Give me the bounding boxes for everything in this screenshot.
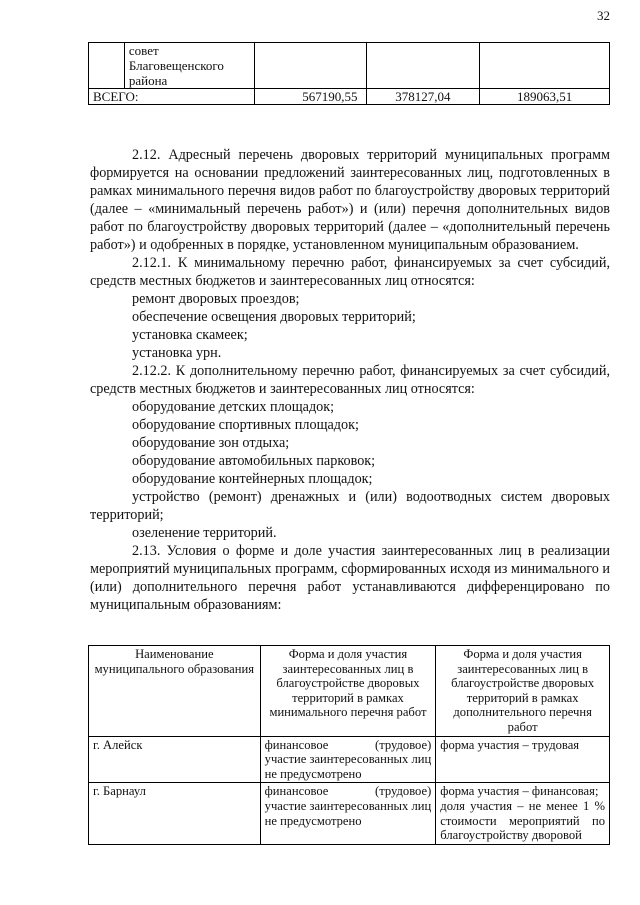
- table-cell: [89, 43, 125, 89]
- list-item: установка урн.: [132, 345, 222, 361]
- municipality-name-cell: [124, 43, 254, 89]
- list-item: устройство (ремонт) дренажных и (или) водоотводных систем дворовых территорий;: [90, 489, 610, 523]
- minimal-list-cell: финансовое (трудовое) участие заинтересованных лиц не предусмотрено: [260, 736, 436, 783]
- list-item: озеленение территорий.: [132, 525, 277, 541]
- total-value: 378127,04: [366, 89, 480, 105]
- page-number: 32: [597, 8, 610, 23]
- participation-forms-table: [88, 645, 610, 845]
- table-cell: [254, 43, 366, 89]
- total-value: 189063,51: [480, 89, 610, 105]
- document-body: [90, 146, 610, 614]
- paragraph: 2.12.1. К минимальному перечню работ, финансируемых за счет субсидий, средств местных бюджетов и заинтересованных лиц относятся:: [90, 255, 610, 289]
- column-header: Наименование муниципального образования: [89, 646, 261, 737]
- paragraph: 2.12. Адресный перечень дворовых территорий муниципальных программ формируется на основании предложений заинтересованных лиц, подготовленных в рамках минимального перечня видов работ по благоустройству дворовых территорий (далее – «минимальный перечень работ») и (или) перечня дополнительных видов работ по благоустройству дворовых территорий (далее – «дополнительный перечень работ») и одобренных в порядке, установленном муниципальным образованием.: [90, 147, 610, 253]
- municipality-cell: г. Алейск: [89, 736, 261, 783]
- table-row: [89, 783, 610, 844]
- municipality-cell: г. Барнаул: [89, 783, 261, 844]
- table-cell: [366, 43, 480, 89]
- list-item: оборудование детских площадок;: [132, 399, 335, 415]
- list-item: ремонт дворовых проездов;: [132, 291, 300, 307]
- column-header: Форма и доля участия заинтересованных лиц в благоустройстве дворовых территорий в рамках дополнительного перечня работ: [436, 646, 610, 737]
- cell-line: форма участия – трудовая: [440, 737, 580, 752]
- minimal-list-cell: финансовое (трудовое) участие заинтересованных лиц не предусмотрено: [260, 783, 436, 844]
- additional-list-cell: [436, 783, 610, 844]
- list-item: оборудование автомобильных парковок;: [132, 453, 376, 469]
- total-row: [89, 89, 610, 105]
- table-row: [89, 43, 610, 89]
- total-value: 567190,55: [254, 89, 366, 105]
- table-cell: [480, 43, 610, 89]
- total-label: ВСЕГО:: [89, 89, 255, 105]
- table-header-row: [89, 646, 610, 737]
- list-item: обеспечение освещения дворовых территорий;: [132, 309, 416, 325]
- name-line: совет: [128, 43, 159, 58]
- additional-list-cell: [436, 736, 610, 783]
- cell-line: форма участия – финансовая;: [440, 784, 599, 799]
- list-item: оборудование зон отдыха;: [132, 435, 290, 451]
- cell-line: доля участия – не менее 1 % стоимости мероприятий по благоустройству дворовой: [440, 798, 605, 843]
- name-line: Благовещенского: [128, 58, 224, 73]
- column-header: Форма и доля участия заинтересованных лиц в благоустройстве дворовых территорий в рамках минимального перечня работ: [260, 646, 436, 737]
- list-item: оборудование спортивных площадок;: [132, 417, 359, 433]
- table-row: [89, 736, 610, 783]
- funding-summary-table: [88, 42, 610, 105]
- paragraph: 2.13. Условия о форме и доле участия заинтересованных лиц в реализации мероприятий муниципальных программ, сформированных исходя из минимального и (или) дополнительного перечня работ устанавливаются дифференцировано по муниципальным образованиям:: [90, 543, 610, 613]
- list-item: оборудование контейнерных площадок;: [132, 471, 373, 487]
- paragraph: 2.12.2. К дополнительному перечню работ, финансируемых за счет субсидий, средств местных бюджетов и заинтересованных лиц относятся:: [90, 363, 610, 397]
- name-line: района: [128, 73, 168, 88]
- list-item: установка скамеек;: [132, 327, 248, 343]
